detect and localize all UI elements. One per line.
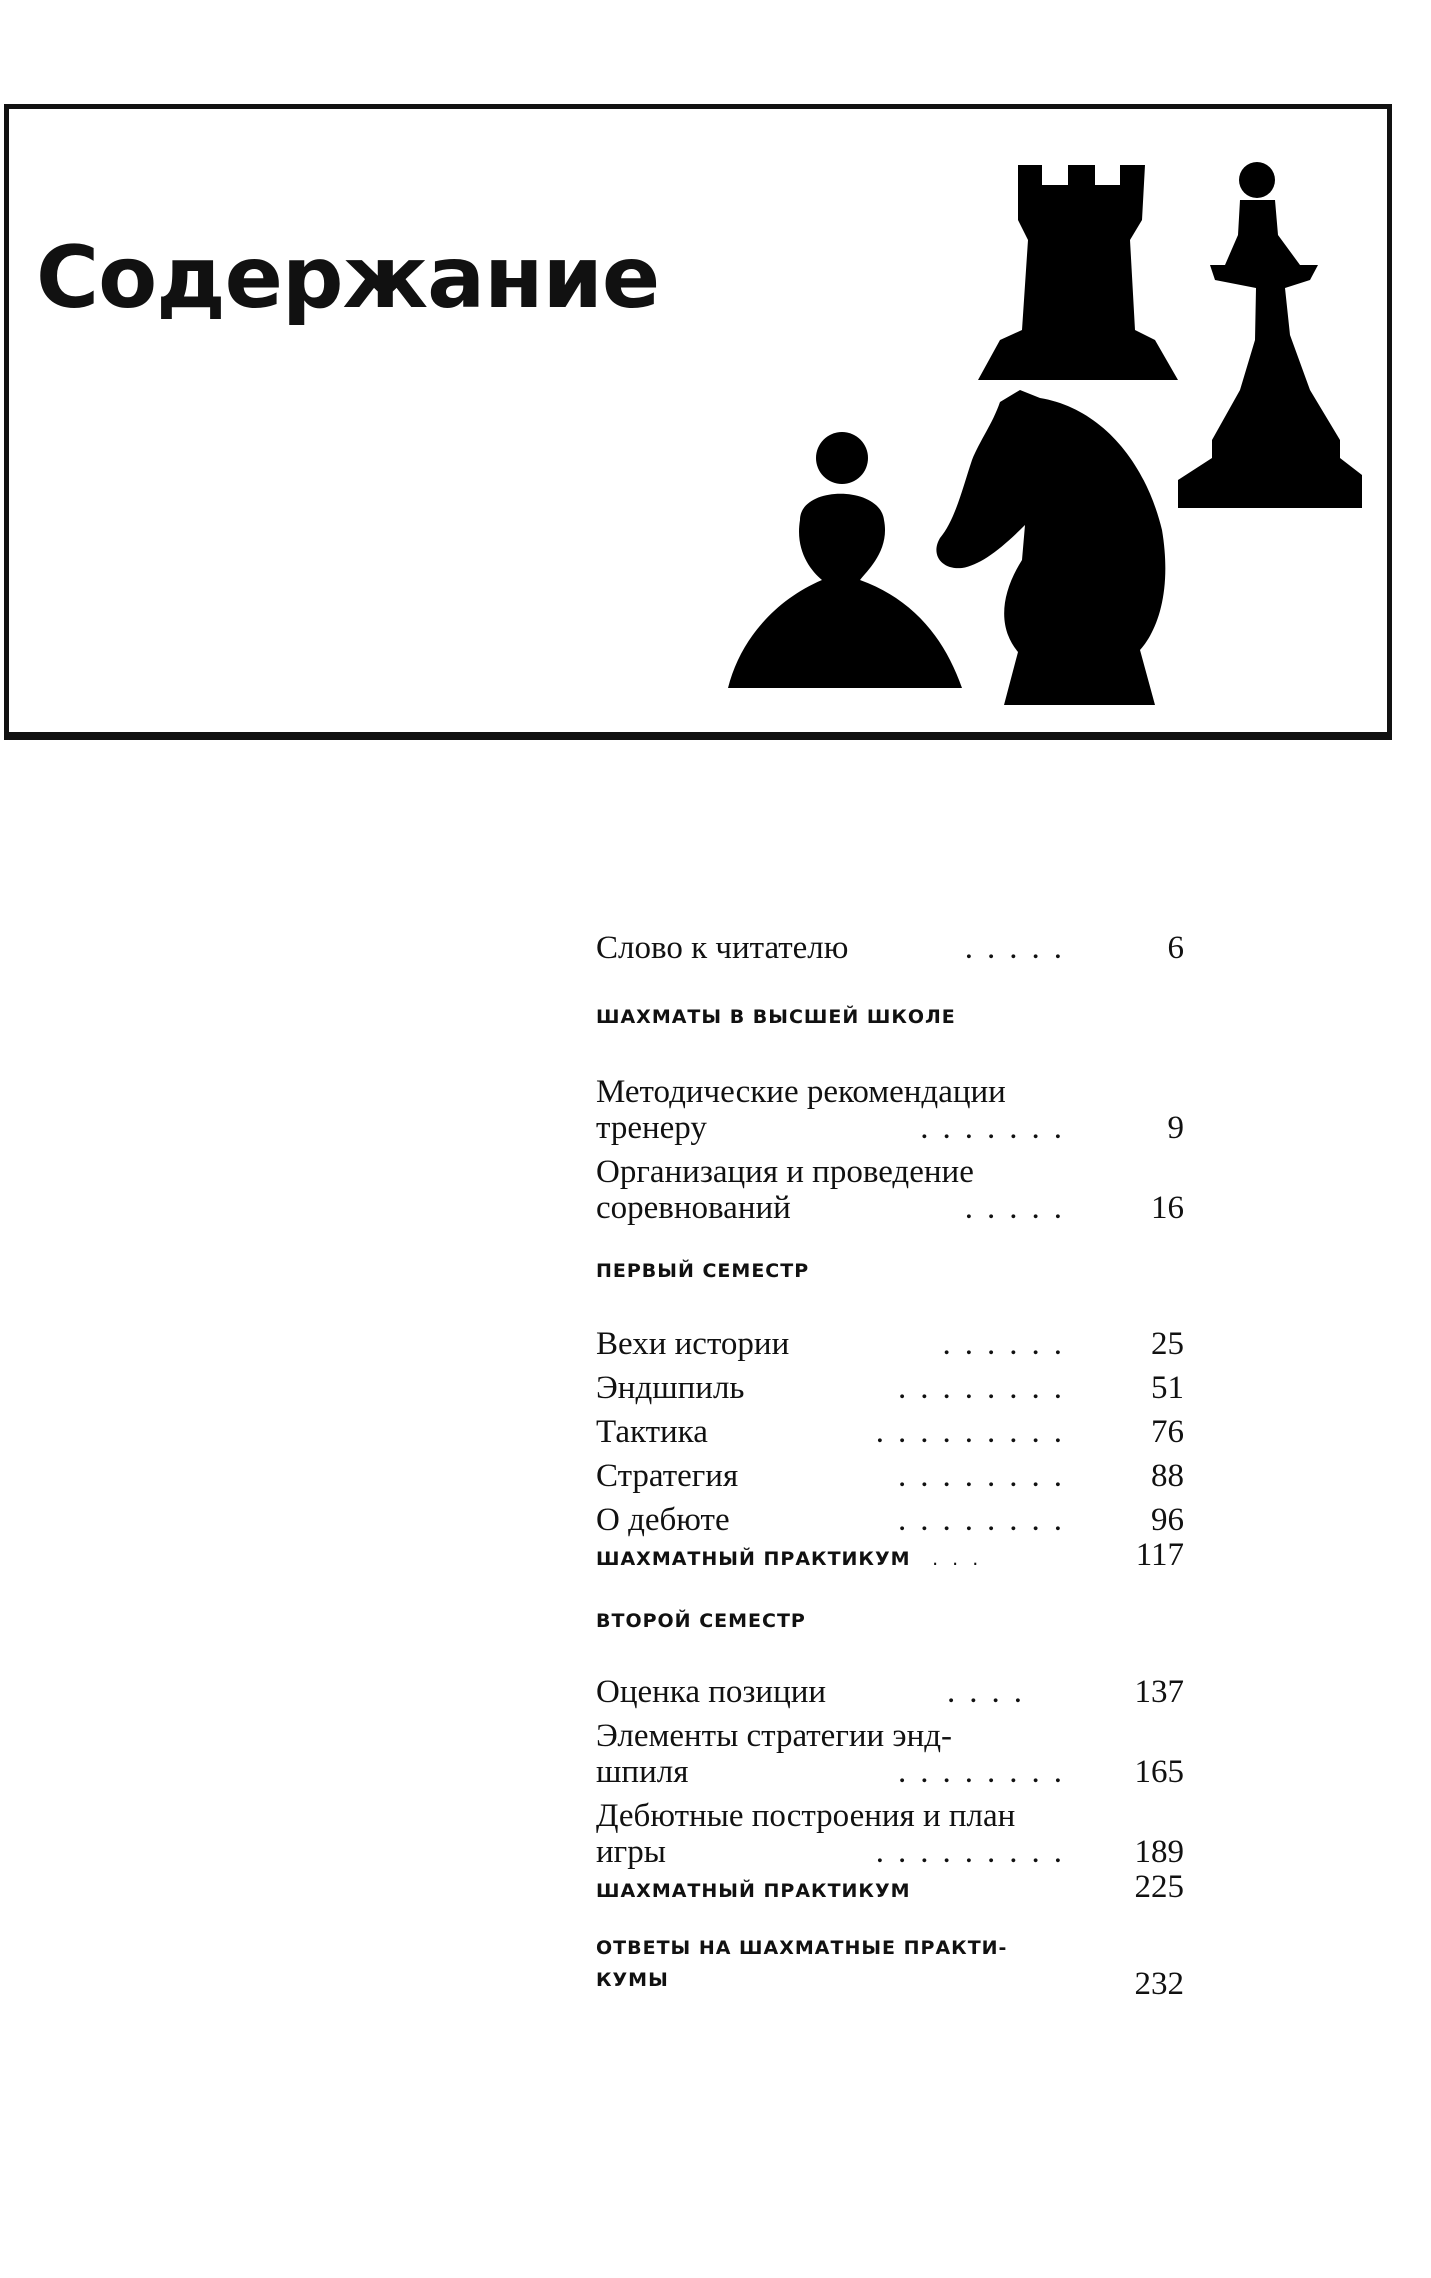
- toc-entry-label: Эндшпиль: [596, 1370, 745, 1406]
- leader-dots: .....: [964, 930, 1076, 966]
- bishop-icon: [1178, 162, 1362, 508]
- toc-entry-label: О дебюте: [596, 1502, 730, 1538]
- leader-dots: .......: [920, 1110, 1076, 1146]
- toc-page-number: 76: [1151, 1414, 1184, 1450]
- toc-entry-label-cont: игры: [596, 1834, 666, 1870]
- toc-entry-opening-setups[interactable]: [596, 1798, 1196, 1870]
- toc-entry-label-cont: шпиля: [596, 1754, 689, 1790]
- toc-entry-label: Оценка позиции: [596, 1674, 827, 1710]
- leader-dots: ........: [898, 1502, 1076, 1538]
- leader-dots: ........: [898, 1754, 1076, 1790]
- toc-page-number: 51: [1151, 1370, 1184, 1406]
- toc-entry-label: Организация и проведение: [596, 1154, 974, 1190]
- toc-page-number: 165: [1134, 1754, 1184, 1790]
- rook-icon: [978, 165, 1178, 380]
- toc-page-number: 6: [1167, 930, 1184, 966]
- toc-page-number: 137: [1134, 1674, 1184, 1710]
- section-heading: ШАХМАТЫ В ВЫСШЕЙ ШКОЛЕ: [596, 1006, 956, 1028]
- toc-entry-tactics[interactable]: [596, 1414, 1196, 1450]
- toc-entry-evaluation[interactable]: [596, 1674, 1196, 1710]
- section-heading: ОТВЕТЫ НА ШАХМАТНЫЕ ПРАКТИ-: [596, 1937, 1008, 1959]
- section-heading: ВТОРОЙ СЕМЕСТР: [596, 1610, 806, 1632]
- toc-entry-strategy[interactable]: [596, 1458, 1196, 1494]
- knight-icon: [936, 390, 1165, 705]
- leader-dots: .........: [875, 1414, 1076, 1450]
- toc-entry-practicum-2[interactable]: [596, 1869, 1196, 1905]
- toc-page-number: 225: [1134, 1869, 1184, 1905]
- toc-page-number: 189: [1134, 1834, 1184, 1870]
- toc-entry-history[interactable]: [596, 1326, 1196, 1362]
- toc-entry-label-cont: тренеру: [596, 1110, 707, 1146]
- toc-entry-answers[interactable]: [596, 1932, 1196, 2002]
- section-heading: ШАХМАТНЫЙ ПРАКТИКУМ: [596, 1548, 911, 1570]
- chess-pieces-illustration: [700, 140, 1390, 740]
- toc-entry-label-cont: соревнований: [596, 1190, 791, 1226]
- leader-dots: ........: [898, 1458, 1076, 1494]
- toc-page-number: 16: [1151, 1190, 1184, 1226]
- toc-entry-label: Методические рекомендации: [596, 1074, 1006, 1110]
- leader-dots: .....: [964, 1190, 1076, 1226]
- toc-entry-practicum-1[interactable]: [596, 1537, 1196, 1573]
- section-heading: ШАХМАТНЫЙ ПРАКТИКУМ: [596, 1880, 911, 1902]
- leader-dots: ...: [932, 1548, 993, 1570]
- table-of-contents: [596, 930, 1196, 2002]
- section-heading-cont: КУМЫ: [596, 1969, 669, 1991]
- toc-page-number: 232: [1134, 1966, 1184, 2002]
- leader-dots: .........: [875, 1834, 1076, 1870]
- toc-page-number: 117: [1135, 1537, 1184, 1573]
- section-heading: ПЕРВЫЙ СЕМЕСТР: [596, 1260, 810, 1282]
- leader-dots: ....: [947, 1674, 1036, 1710]
- toc-entry-endgame[interactable]: [596, 1370, 1196, 1406]
- toc-entry-endgame-strategy[interactable]: [596, 1718, 1196, 1790]
- toc-entry-label: Вехи истории: [596, 1326, 790, 1362]
- toc-entry-label: Элементы стратегии энд-: [596, 1718, 953, 1754]
- toc-entry-label: Стратегия: [596, 1458, 739, 1494]
- pawn-icon: [728, 432, 962, 688]
- toc-page-number: 88: [1151, 1458, 1184, 1494]
- toc-entry-intro[interactable]: [596, 930, 1196, 966]
- toc-entry-label: Тактика: [596, 1414, 708, 1450]
- page-title: Содержание: [36, 228, 660, 328]
- toc-entry-opening[interactable]: [596, 1502, 1196, 1538]
- toc-entry-label: Дебютные построения и план: [596, 1798, 1016, 1834]
- toc-entry-organization[interactable]: [596, 1154, 1196, 1226]
- toc-page-number: 25: [1151, 1326, 1184, 1362]
- toc-entry-label: Слово к читателю: [596, 930, 849, 966]
- toc-entry-methodical[interactable]: [596, 1074, 1196, 1146]
- toc-page-number: 96: [1151, 1502, 1184, 1538]
- leader-dots: ......: [942, 1326, 1076, 1362]
- toc-page-number: 9: [1167, 1110, 1184, 1146]
- leader-dots: ........: [898, 1370, 1076, 1406]
